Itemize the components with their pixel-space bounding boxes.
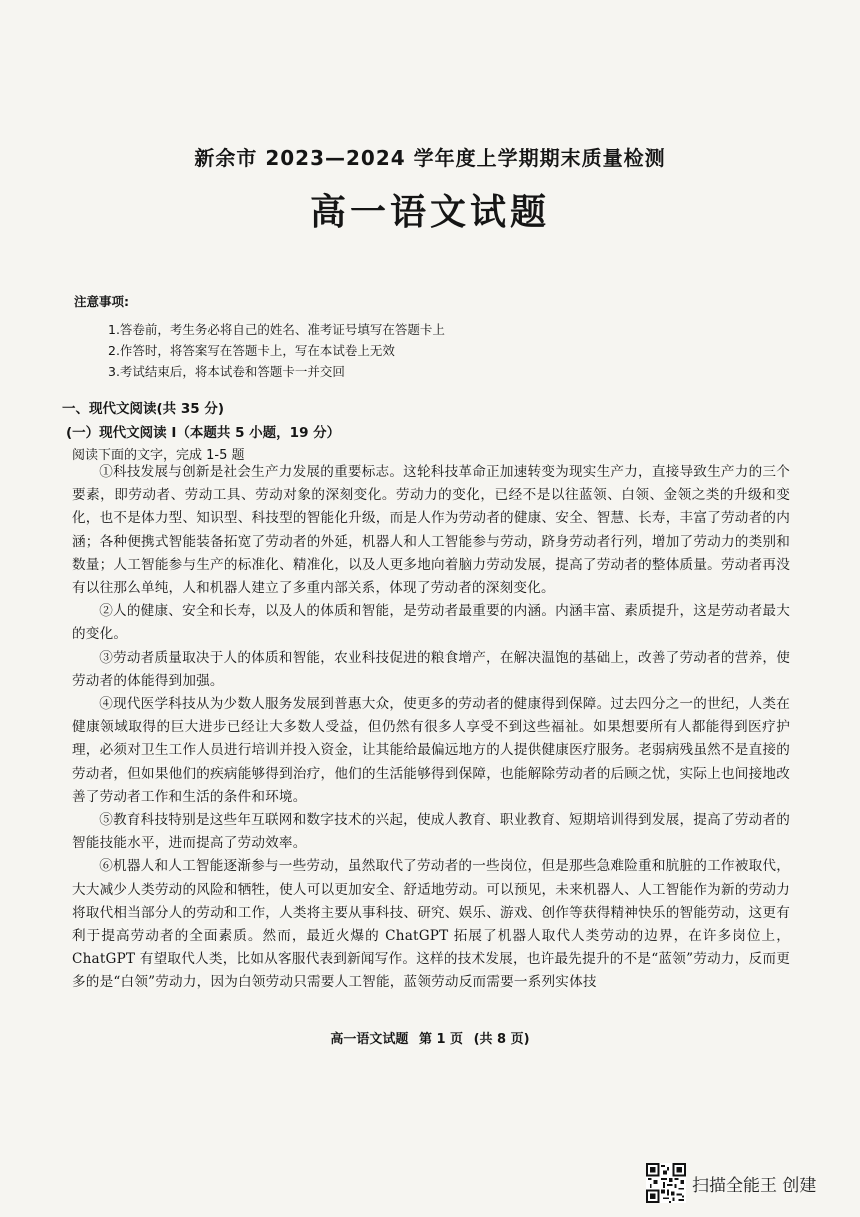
reading-instruction: 阅读下面的文字，完成 1-5 题 xyxy=(72,448,245,463)
reading-passage xyxy=(72,461,790,995)
passage-paragraph: ⑤教育科技特别是这些年互联网和数字技术的兴起，使成人教育、职业教育、短期培训得到发展，提高了劳动者的智能技能水平，进而提高了劳动效率。 xyxy=(72,812,790,852)
passage-paragraph: ①科技发展与创新是社会生产力发展的重要标志。这轮科技革命正加速转变为现实生产力，直接导致生产力的三个要素，即劳动者、劳动工具、劳动对象的深刻变化。劳动力的变化，已经不是以往蓝领、白领、金领之类的升级和变化，也不是体力型、知识型、科技型的智能化升级，而是人作为劳动者的健康、安全、智慧、长寿，丰富了劳动者的内涵；各种便携式智能装备拓宽了劳动者的外延，机器人和人工智能参与劳动，跻身劳动者行列，增加了劳动力的类别和数量；人工智能参与生产的标准化、精准化，以及人更多地向着脑力劳动发展，提高了劳动者的整体质量。劳动者再没有以往那么单纯，人和机器人建立了多重内部关系，体现了劳动者的深刻变化。 xyxy=(72,464,790,597)
qr-code-icon xyxy=(646,1163,686,1203)
footer-page-number: 第 1 页 xyxy=(418,1032,464,1047)
page-footer xyxy=(0,1028,860,1047)
notice-item: 1.答卷前，考生务必将自己的姓名、准考证号填写在答题卡上 xyxy=(108,322,445,337)
passage-paragraph: ②人的健康、安全和长寿，以及人的体质和智能，是劳动者最重要的内涵。内涵丰富、素质提升，这是劳动者最大的变化。 xyxy=(72,603,790,643)
passage-paragraph: ③劳动者质量取决于人的体质和智能，农业科技促进的粮食增产，在解决温饱的基础上，改善了劳动者的营养，使劳动者的体能得到加强。 xyxy=(72,649,790,689)
footer-page-total: (共 8 页) xyxy=(473,1032,530,1047)
footer-doc-name: 高一语文试题 xyxy=(330,1032,409,1047)
scanner-watermark xyxy=(646,1160,846,1206)
exam-title: 高一语文试题 xyxy=(309,192,550,233)
section-title: 一、现代文阅读(共 35 分) xyxy=(62,401,225,417)
passage-paragraph: ⑥机器人和人工智能逐渐参与一些劳动，虽然取代了劳动者的一些岗位，但是那些急难险重和肮脏的工作被取代，大大减少人类劳动的风险和牺牲，使人可以更加安全、舒适地劳动。可以预见，未来机器人、人工智能作为新的劳动力将取代相当部分人的劳动和工作，人类将主要从事科技、研究、娱乐、游戏、创作等获得精神快乐的智能劳动，这更有利于提高劳动者的全面素质。然而，最近火爆的 ChatGPT 拓展了机器人取代人类劳动的边界，在许多岗位上，ChatGPT 有望取代人类，比如从客服代表到新闻写作。这样的技术发展，也许最先提升的不是“蓝领”劳动力，反而更多的是“白领”劳动力，因为白领劳动只需要人工智能，蓝领劳动反而需要一系列实体技 xyxy=(72,858,790,991)
notice-item: 2.作答时，将答案写在答题卡上，写在本试卷上无效 xyxy=(108,343,395,358)
exam-subtitle: 新余市 2023—2024 学年度上学期期末质量检测 xyxy=(194,146,666,170)
notice-heading: 注意事项: xyxy=(74,294,129,309)
passage-paragraph: ④现代医学科技从为少数人服务发展到普惠大众，使更多的劳动者的健康得到保障。过去四分之一的世纪，人类在健康领域取得的巨大进步已经让大多数人受益，但仍然有很多人享受不到这些福祉。如果想要所有人都能得到医疗护理，必须对卫生工作人员进行培训并投入资金，让其能给最偏远地方的人提供健康医疗服务。老弱病残虽然不是直接的劳动者，但如果他们的疾病能够得到治疗，他们的生活能够得到保障，也能解除劳动者的后顾之忧，实际上也间接地改善了劳动者工作和生活的条件和环境。 xyxy=(72,696,790,805)
subsection-title: (一）现代文阅读 I（本题共 5 小题，19 分） xyxy=(66,425,341,441)
notice-item: 3.考试结束后，将本试卷和答题卡一并交回 xyxy=(108,364,345,379)
notice-block xyxy=(74,292,774,382)
watermark-text: 扫描全能王 创建 xyxy=(692,1175,817,1196)
